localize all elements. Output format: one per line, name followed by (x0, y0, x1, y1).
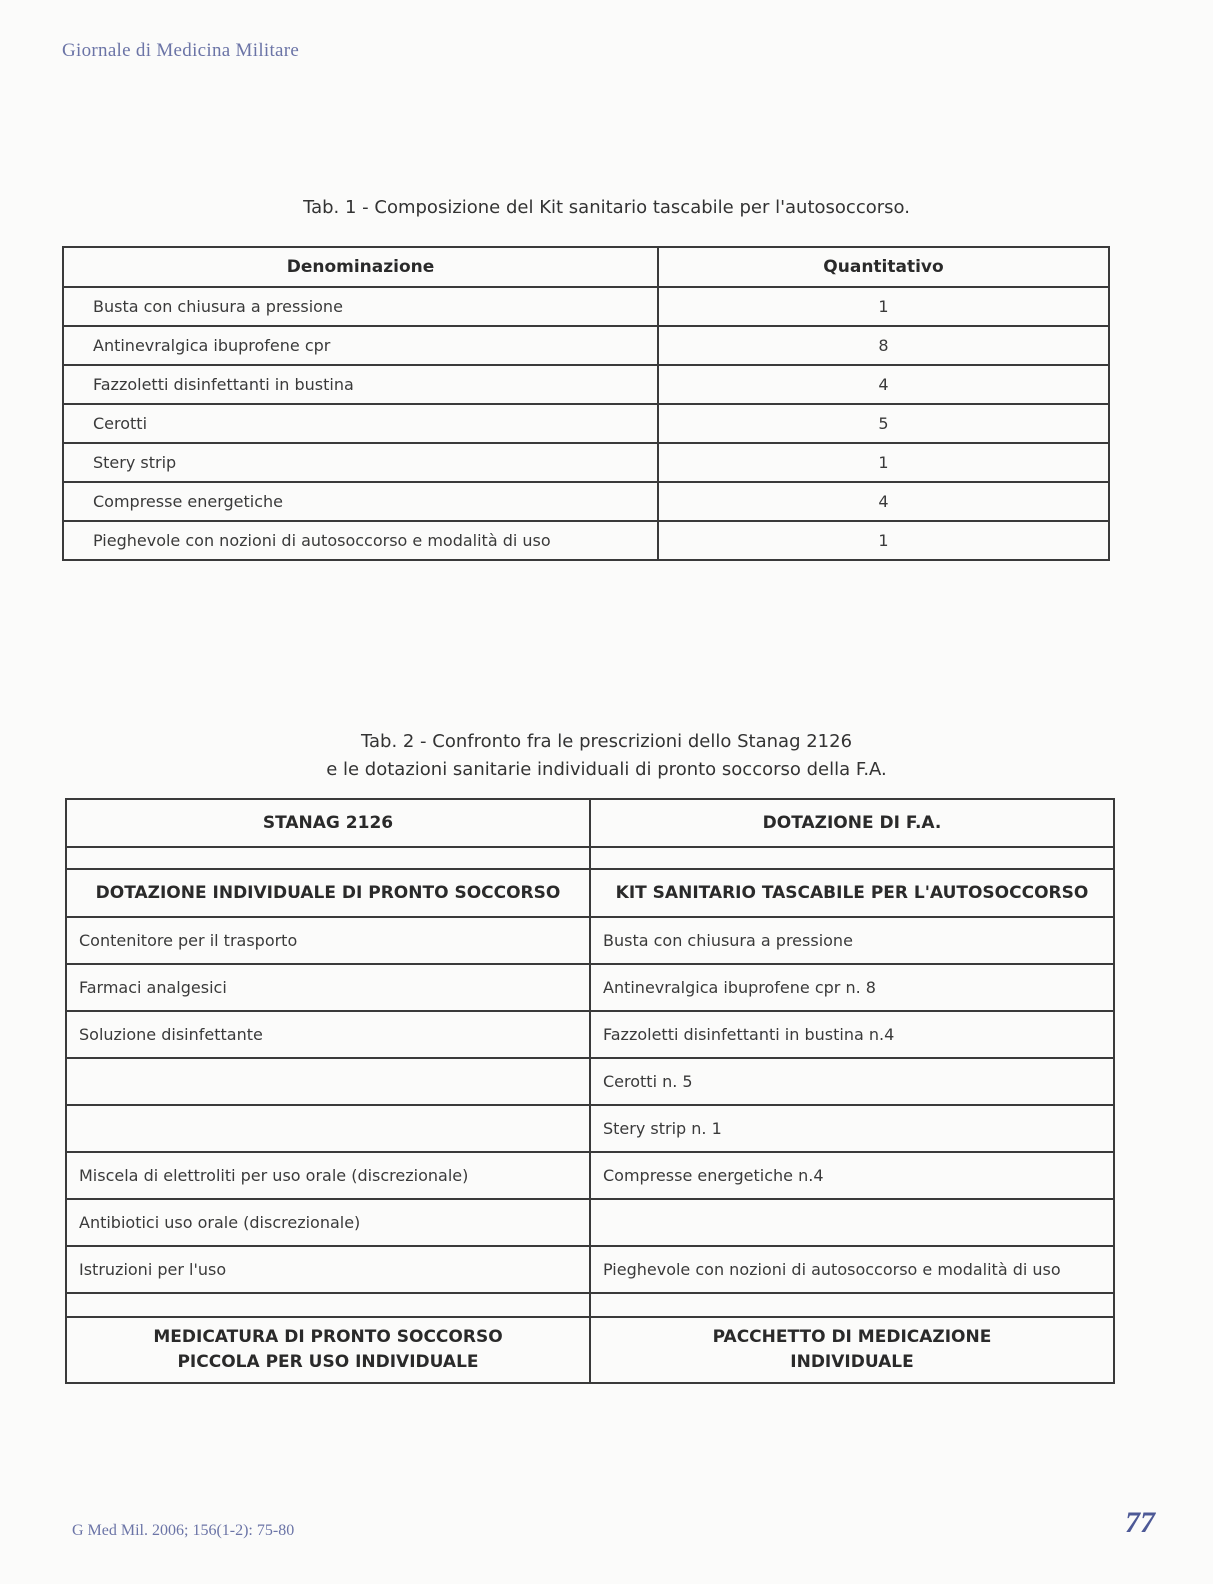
table-row (63, 365, 1109, 404)
table-header-row (63, 247, 1109, 287)
table-header-row (66, 799, 1114, 847)
table-row (66, 1152, 1114, 1199)
table-row (63, 287, 1109, 326)
table1-caption-text: Tab. 1 - Composizione del Kit sanitario tascabile per l'autosoccorso. (303, 197, 910, 218)
empty-cell (590, 1293, 1114, 1317)
section-footer-right-line2: INDIVIDUALE (790, 1352, 914, 1372)
journal-title: Giornale di Medicina Militare (62, 40, 300, 61)
section-header-left: DOTAZIONE INDIVIDUALE DI PRONTO SOCCORSO (66, 869, 590, 917)
column-header-quantitativo: Quantitativo (658, 247, 1109, 287)
qty-cell: 4 (658, 365, 1109, 404)
empty-cell (66, 1293, 590, 1317)
qty-cell: 1 (658, 521, 1109, 560)
item-cell: Antinevralgica ibuprofene cpr (63, 326, 658, 365)
section-header-right: KIT SANITARIO TASCABILE PER L'AUTOSOCCORSO (590, 869, 1114, 917)
table2-caption-line2: e le dotazioni sanitarie individuali di pronto soccorso della F.A. (326, 759, 887, 780)
table-row (66, 1105, 1114, 1152)
section-footer-right-line1: PACCHETTO DI MEDICAZIONE (712, 1327, 992, 1347)
section-footer-left (66, 1317, 590, 1383)
table-row (63, 482, 1109, 521)
dotazione-cell: Busta con chiusura a pressione (590, 917, 1114, 964)
qty-cell: 8 (658, 326, 1109, 365)
spacer-row (66, 847, 1114, 869)
stanag-cell: Antibiotici uso orale (discrezionale) (66, 1199, 590, 1246)
item-cell: Cerotti (63, 404, 658, 443)
table-row (66, 1246, 1114, 1293)
stanag-cell: Miscela di elettroliti per uso orale (discrezionale) (66, 1152, 590, 1199)
dotazione-cell: Compresse energetiche n.4 (590, 1152, 1114, 1199)
qty-cell: 1 (658, 287, 1109, 326)
citation: G Med Mil. 2006; 156(1-2): 75-80 (72, 1522, 295, 1539)
dotazione-cell: Stery strip n. 1 (590, 1105, 1114, 1152)
column-header-denominazione: Denominazione (63, 247, 658, 287)
kit-composition-table (62, 246, 1110, 561)
table-row (63, 521, 1109, 560)
page-number: 77 (1125, 1506, 1155, 1539)
stanag-cell (66, 1105, 590, 1152)
item-cell: Pieghevole con nozioni di autosoccorso e modalità di uso (63, 521, 658, 560)
table-row (66, 917, 1114, 964)
stanag-cell: Soluzione disinfettante (66, 1011, 590, 1058)
item-cell: Compresse energetiche (63, 482, 658, 521)
stanag-cell: Istruzioni per l'uso (66, 1246, 590, 1293)
empty-cell (590, 847, 1114, 869)
stanag-cell: Contenitore per il trasporto (66, 917, 590, 964)
qty-cell: 5 (658, 404, 1109, 443)
table-row (63, 404, 1109, 443)
dotazione-cell: Pieghevole con nozioni di autosoccorso e modalità di uso (590, 1246, 1114, 1293)
table-row (66, 1199, 1114, 1246)
table-row (63, 443, 1109, 482)
table2-caption-line1: Tab. 2 - Confronto fra le prescrizioni dello Stanag 2126 (360, 731, 853, 752)
dotazione-cell: Cerotti n. 5 (590, 1058, 1114, 1105)
item-cell: Busta con chiusura a pressione (63, 287, 658, 326)
stanag-cell (66, 1058, 590, 1105)
table-row (63, 326, 1109, 365)
dotazione-cell: Fazzoletti disinfettanti in bustina n.4 (590, 1011, 1114, 1058)
section-footer-left-line2: PICCOLA PER USO INDIVIDUALE (177, 1352, 479, 1372)
section-header-row (66, 869, 1114, 917)
qty-cell: 4 (658, 482, 1109, 521)
section-footer-right (590, 1317, 1114, 1383)
section-footer-left-line1: MEDICATURA DI PRONTO SOCCORSO (153, 1327, 503, 1347)
spacer-row (66, 1293, 1114, 1317)
table-row (66, 964, 1114, 1011)
empty-cell (66, 847, 590, 869)
dotazione-cell (590, 1199, 1114, 1246)
column-header-dotazione: DOTAZIONE DI F.A. (590, 799, 1114, 847)
dotazione-cell: Antinevralgica ibuprofene cpr n. 8 (590, 964, 1114, 1011)
section-header-row (66, 1317, 1114, 1383)
table2-caption (0, 728, 1213, 784)
stanag-cell: Farmaci analgesici (66, 964, 590, 1011)
qty-cell: 1 (658, 443, 1109, 482)
item-cell: Fazzoletti disinfettanti in bustina (63, 365, 658, 404)
column-header-stanag: STANAG 2126 (66, 799, 590, 847)
table-row (66, 1058, 1114, 1105)
item-cell: Stery strip (63, 443, 658, 482)
table-row (66, 1011, 1114, 1058)
stanag-comparison-table (65, 798, 1115, 1384)
table1-caption (0, 194, 1213, 222)
